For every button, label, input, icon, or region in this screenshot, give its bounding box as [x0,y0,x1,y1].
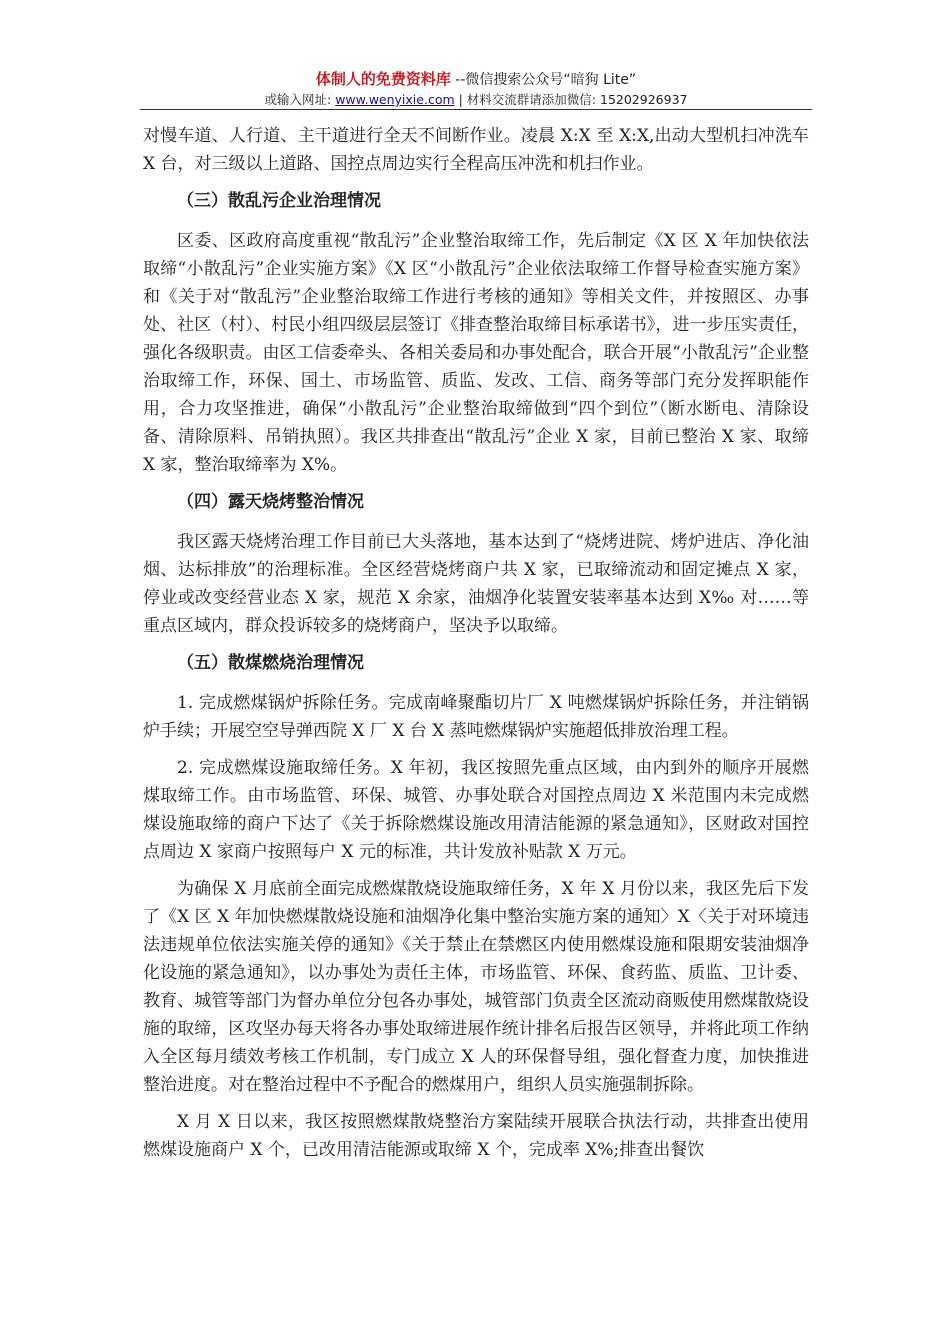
header-contact-line [140,91,812,109]
contact-info: | 材料交流群请添加微信: 15202926937 [458,92,688,107]
brand-name: 体制人的免费资料库 [315,70,451,88]
section-heading: （五）散煤燃烧治理情况 [177,653,364,673]
page-header [140,70,812,109]
section-heading: （四）露天烧烤整治情况 [177,492,364,512]
paragraph: 2. 完成燃煤设施取缔任务。X 年初，我区按照先重点区域，由内到外的顺序开展燃煤取缔工作。由市场监管、环保、城管、办事处联合对国控点周边 X 米范围内未完成燃煤设施取缔的商户下达了《关于拆除燃煤设施改用清洁能源的紧急通知》，区财政对国控点周边 X 家商户按照每户 X 元的标准，共计发放补贴款 X 万元。 [143,758,809,862]
paragraph: 为确保 X 月底前全面完成燃煤散烧设施取缔任务，X 年 X 月份以来，我区先后下发了《X 区 X 年加快燃煤散烧设施和油烟净化集中整治实施方案的通知〉X〈关于对环境违法违规单位依法实施关停的通知》《关于禁止在禁燃区内使用燃煤设施和限期安装油烟净化设施的紧急通知》，以办事处为责任主体，市场监管、环保、食药监、质监、卫计委、教育、城管等部门为督办单位分包各办事处，城管部门负责全区流动商贩使用燃煤散烧设施的取缔，区攻坚办每天将各办事处取缔进展作统计排名后报告区领导，并将此项工作纳入全区每月绩效考核工作机制，专门成立 X 人的环保督导组，强化督查力度，加快推进整治进度。对在整治过程中不予配合的燃煤用户，组织人员实施强制拆除。 [143,879,809,1095]
paragraph: 1. 完成燃煤锅炉拆除任务。完成南峰聚酯切片厂 X 吨燃煤锅炉拆除任务，并注销锅炉手续；开展空空导弹西院 X 厂 X 台 X 蒸吨燃煤锅炉实施超低排放治理工程。 [143,693,809,741]
paragraph: X 月 X 日以来，我区按照燃煤散烧整治方案陆续开展联合执法行动，共排查出使用燃煤设施商户 X 个，已改用清洁能源或取缔 X 个，完成率 X%;排查出餐饮 [143,1112,809,1160]
url-prefix: 或输入网址: [264,92,332,107]
header-banner [140,70,812,89]
header-divider [140,109,812,110]
header-tagline: --微信搜索公众号“暗狗 Lite” [455,72,637,88]
section-heading: （三）散乱污企业治理情况 [177,191,381,211]
paragraph: 对慢车道、人行道、主干道进行全天不间断作业。凌晨 X:X 至 X:X,出动大型机扫冲洗车 X 台，对三级以上道路、国控点周边实行全程高压冲洗和机扫作业。 [143,126,809,174]
paragraph: 区委、区政府高度重视“散乱污”企业整治取缔工作，先后制定《X 区 X 年加快依法取缔“小散乱污”企业实施方案》《X 区“小散乱污”企业依法取缔工作督导检查实施方案》和《关于对“散乱污”企业整治取缔工作进行考核的通知》等相关文件，并按照区、办事处、社区（村）、村民小组四级层层签订《排查整治取缔目标承诺书》，进一步压实责任，强化各级职责。由区工信委牵头、各相关委局和办事处配合，联合开展“小散乱污”企业整治取缔工作，环保、国土、市场监管、质监、发改、工信、商务等部门充分发挥职能作用，合力攻坚推进，确保“小散乱污”企业整治取缔做到“四个到位”（断水断电、清除设备、清除原料、吊销执照）。我区共排查出“散乱污”企业 X 家，目前已整治 X 家、取缔 X 家，整治取缔率为 X%。 [143,231,809,475]
document-body [143,122,809,1164]
paragraph: 我区露天烧烤治理工作目前已大头落地，基本达到了“烧烤进院、烤炉进店、净化油烟、达标排放”的治理标准。全区经营烧烤商户共 X 家，已取缔流动和固定摊点 X 家，停业或改变经营业态 X 家，规范 X 余家，油烟净化装置安装率基本达到 X‰ 对……等重点区域内，群众投诉较多的烧烤商户，坚决予以取缔。 [143,532,809,636]
website-link[interactable]: www.wenyixie.com [335,92,455,107]
